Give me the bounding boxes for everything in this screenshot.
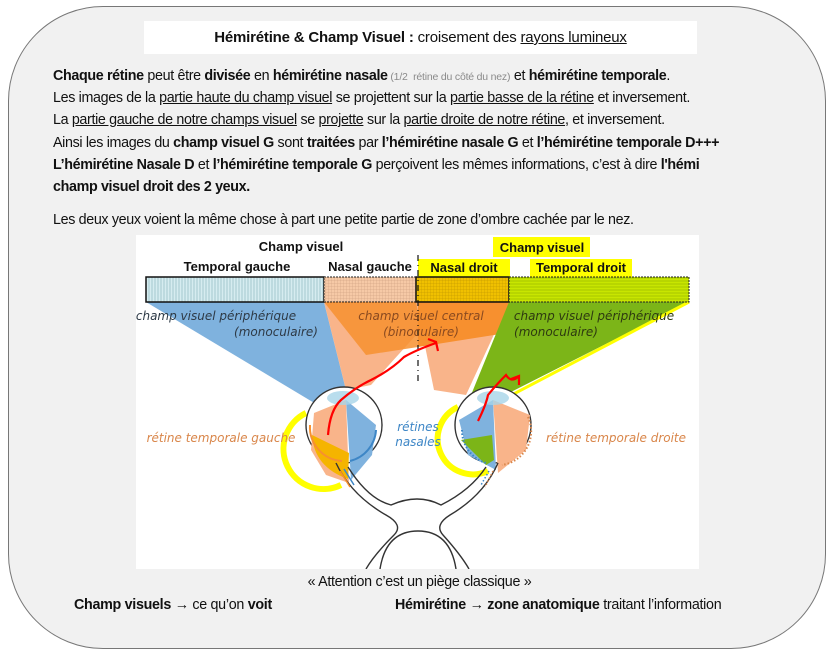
label-peripheral-right-2: (monoculaire) xyxy=(514,325,598,339)
field-temporal-left xyxy=(146,277,324,302)
label-nasal-gauche: Nasal gauche xyxy=(328,259,412,274)
text: et xyxy=(194,157,213,173)
text: La xyxy=(53,112,72,128)
field-nasal-left xyxy=(324,277,416,302)
text: sont xyxy=(273,135,307,151)
label-champ-visuel-right: Champ visuel xyxy=(499,240,585,255)
text-bold: traitées xyxy=(306,135,355,151)
footer-right xyxy=(395,597,721,613)
title-underlined: rayons lumineux xyxy=(520,29,627,46)
label-champ-visuel-left: Champ visuel xyxy=(258,239,344,254)
text-bold: l’hémirétine temporale D+++ xyxy=(536,135,720,151)
line-3 xyxy=(53,109,813,132)
text: , et inversement. xyxy=(565,112,665,128)
visual-field-diagram xyxy=(136,235,699,569)
text-bold: champ visuel G xyxy=(173,135,274,151)
text: perçoivent les mêmes informations, c’est à dire xyxy=(371,157,661,173)
text: par xyxy=(354,135,382,151)
line-5 xyxy=(53,154,813,177)
text-underlined: projette xyxy=(318,112,364,128)
text-bold: Chaque rétine xyxy=(53,68,144,84)
text-bold: divisée xyxy=(204,68,251,84)
text: peut être xyxy=(143,68,205,84)
label-central-2: (binoculaire) xyxy=(383,325,459,339)
label-retines-nasales-2: nasales xyxy=(395,435,441,449)
text: → ce qu’on xyxy=(171,597,248,613)
line-4 xyxy=(53,132,813,155)
text-bold: voit xyxy=(247,597,272,613)
title-bold: Hémirétine & Champ Visuel : xyxy=(214,29,414,46)
label-nasal-droit: Nasal droit xyxy=(430,260,498,275)
text-bold: Hémirétine → zone anatomique xyxy=(395,597,600,613)
label-peripheral-right-1: champ visuel périphérique xyxy=(513,309,675,323)
diagram-svg xyxy=(136,235,699,569)
text: et xyxy=(510,68,529,84)
label-retines-nasales-1: rétines xyxy=(397,420,439,434)
title-normal: croisement des xyxy=(413,29,521,46)
text-underlined: partie droite de notre rétine xyxy=(403,112,566,128)
text-underlined: partie haute du champ visuel xyxy=(159,90,333,106)
text-bold: L’hémirétine Nasale D xyxy=(53,157,195,173)
text: Ainsi les images du xyxy=(53,135,174,151)
label-retine-temporale-gauche: rétine temporale gauche xyxy=(146,431,296,445)
label-peripheral-left-2: (monoculaire) xyxy=(234,325,318,339)
label-central-1: champ visuel central xyxy=(358,309,484,323)
label-temporal-gauche: Temporal gauche xyxy=(183,259,291,274)
text: Les deux yeux voient la même chose à part une petite partie de zone d’ombre cachée par le nez. xyxy=(53,212,634,228)
text: et inversement. xyxy=(593,90,690,106)
line-1 xyxy=(53,65,813,89)
text-bold: champ visuel droit des 2 yeux. xyxy=(53,179,250,195)
line-2 xyxy=(53,87,813,110)
warning-quote: « Attention c’est un piège classique » xyxy=(307,574,532,590)
text-bold: Champ visuels xyxy=(74,597,172,613)
text: se projettent sur la xyxy=(332,90,450,106)
text-bold: hémirétine temporale xyxy=(528,68,667,84)
line-7 xyxy=(53,209,813,232)
line-6 xyxy=(53,176,813,199)
text-bold: l’hémirétine nasale G xyxy=(381,135,519,151)
footer-left xyxy=(74,597,272,613)
text: en xyxy=(250,68,273,84)
label-retine-temporale-droite: rétine temporale droite xyxy=(545,431,687,445)
note-small: (1/2 rétine du côté du nez) xyxy=(387,71,511,83)
field-nasal-right xyxy=(416,277,509,302)
label-temporal-droit: Temporal droit xyxy=(535,260,627,275)
text: et xyxy=(518,135,537,151)
label-peripheral-left-1: champ visuel périphérique xyxy=(136,309,297,323)
page-title xyxy=(144,21,697,54)
left-eye xyxy=(283,387,382,489)
field-temporal-right xyxy=(509,277,689,302)
text: traitant l’information xyxy=(599,597,722,613)
text-underlined: partie gauche de notre champs visuel xyxy=(71,112,297,128)
text: se xyxy=(296,112,319,128)
text: Les images de la xyxy=(53,90,160,106)
text: sur la xyxy=(363,112,404,128)
text-bold: l’hémirétine temporale G xyxy=(212,157,372,173)
text-bold: l'hémi xyxy=(660,157,700,173)
optic-nerve-right xyxy=(440,463,498,569)
text-underlined: partie basse de la rétine xyxy=(449,90,594,106)
text: . xyxy=(666,68,670,84)
text-bold: hémirétine nasale xyxy=(272,68,388,84)
right-eye xyxy=(438,387,532,474)
